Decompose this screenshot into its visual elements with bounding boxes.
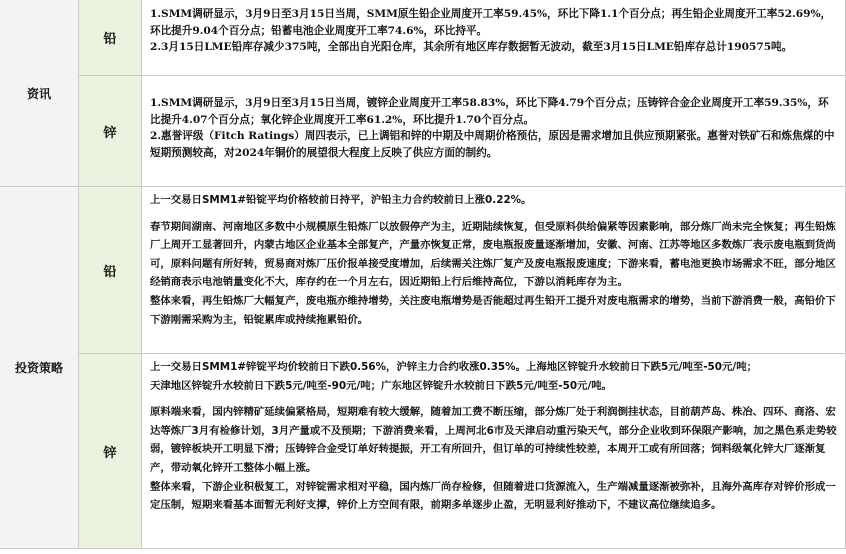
news-lead-item-1: 1.SMM调研显示，3月9日至3月15日当周，SMM原生铅企业周度开工率59.45%，环比下降1.1个百分点；再生铅企业周度开工率52.69%，环比提升9.04个百分点；铅蓄电池企业周度开工率74.6%，环比持平。 xyxy=(150,8,832,37)
spacer xyxy=(150,395,838,403)
strategy-section-label: 投资策略 xyxy=(0,187,79,548)
strategy-lead-summary: 上一交易日SMM1#铅锭平均价格较前日持平，沪铅主力合约较前日上涨0.22%。 xyxy=(150,194,532,206)
strategy-lead-label: 铅 xyxy=(79,187,142,353)
strategy-zinc-label: 锌 xyxy=(79,354,142,548)
strategy-zinc-summary-2: 天津地区锌锭升水较前日下跌5元/吨至-90元/吨；广东地区锌锭升水较前日下跌5元/吨至-50元/吨。 xyxy=(150,379,613,392)
news-zinc-item-2: 2.惠誉评级（Fitch Ratings）周四表示，已上调铝和锌的中期及中周期价格预估，原因是需求增加且供应预期紧张。惠誉对铁矿石和炼焦煤的中短期预测较高，对2024年铜价的展望很大程度上反映了供应方面的制约。 xyxy=(150,130,835,159)
news-zinc-content xyxy=(142,76,846,186)
news-lead-label: 铅 xyxy=(79,0,142,75)
news-section xyxy=(0,0,846,187)
news-lead-item-2: 2.3月15日LME铅库存减少375吨，全部出自光阳仓库，其余所有地区库存数据暂无波动，截至3月15日LME铅库存总计190575吨。 xyxy=(150,41,793,53)
news-zinc-label: 锌 xyxy=(79,76,142,186)
strategy-lead-body: 春节期间湖南、河南地区多数中小规模原生铅炼厂以放假停产为主，近期陆续恢复，但受原料供给偏紧等因素影响，部分炼厂尚未完全恢复；再生铅炼厂上周开工显著回升，内蒙古地区企业基本全部复产，产量亦恢复正常，废电瓶报废量逐渐增加，安徽、河南、江苏等地区多数炼厂表示废电瓶到货尚可，原料问题有所好转，贸易商对炼厂压价报单接受度增加，后续需关注炼厂复产及废电瓶报废速度；下游来看，蓄电池更换市场需求不旺，部分地区经销商表示电池销量变化不大，库存约在一个月左右，因近期铅上行后维持高位，下游以消耗库存为主。 xyxy=(150,220,836,289)
strategy-zinc-content xyxy=(142,354,846,548)
strategy-zinc-conclusion: 整体来看，下游企业积极复工，对锌锭需求相对平稳，国内炼厂尚存检修，但随着进口货源流入，生产端减量逐渐被弥补，且海外高库存对锌价形成一定压制，短期来看基本面暂无利好支撑，锌价上方空间有限，前期多单逐步止盈，无明显利好推动下，不建议高位继续追多。 xyxy=(150,480,836,512)
strategy-lead-content xyxy=(142,187,846,353)
strategy-zinc-summary-1: 上一交易日SMM1#锌锭平均价较前日下跌0.56%，沪锌主力合约收涨0.35%。上海地区锌锭升水较前日下跌5元/吨至-50元/吨； xyxy=(150,361,757,373)
spacer xyxy=(150,210,838,218)
news-lead-content xyxy=(142,0,846,75)
news-section-label: 资讯 xyxy=(0,0,79,186)
strategy-zinc-body: 原料端来看，国内锌精矿延续偏紧格局，短期难有较大缓解，随着加工费不断压缩，部分炼厂处于利润倒挂状态，目前葫芦岛、株冶、四环、商洛、宏达等炼厂3月有检修计划，3月产量或不及预期；下游消费来看，上周河北6市及天津启动重污染天气，部分企业收到环保限产影响，加之黑色系走势较弱，镀锌板块开工明显下滑；压铸锌合金受订单好转提振，开工有所回升，但订单的可持续性较差，本周开工或有所回落；饲料级氧化锌大厂逐渐复产，带动氧化锌开工整体小幅上涨。 xyxy=(150,406,837,474)
news-zinc-item-1: 1.SMM调研显示，3月9日至3月15日当周，镀锌企业周度开工率58.83%，环比下降4.79个百分点；压铸锌合金企业周度开工率59.35%，环比提升4.07个百分点；氧化锌企业周度开工率61.2%，环比提升1.70个百分点。 xyxy=(150,97,829,126)
strategy-lead-conclusion: 整体来看，再生铅炼厂大幅复产，废电瓶亦维持增势，关注废电瓶增势是否能超过再生铅开工提升对废电瓶需求的增势，当前下游消费一般，高铅价下下游刚需采购为主，铅锭累库或持续拖累铅价。 xyxy=(150,294,836,326)
strategy-section xyxy=(0,187,846,549)
